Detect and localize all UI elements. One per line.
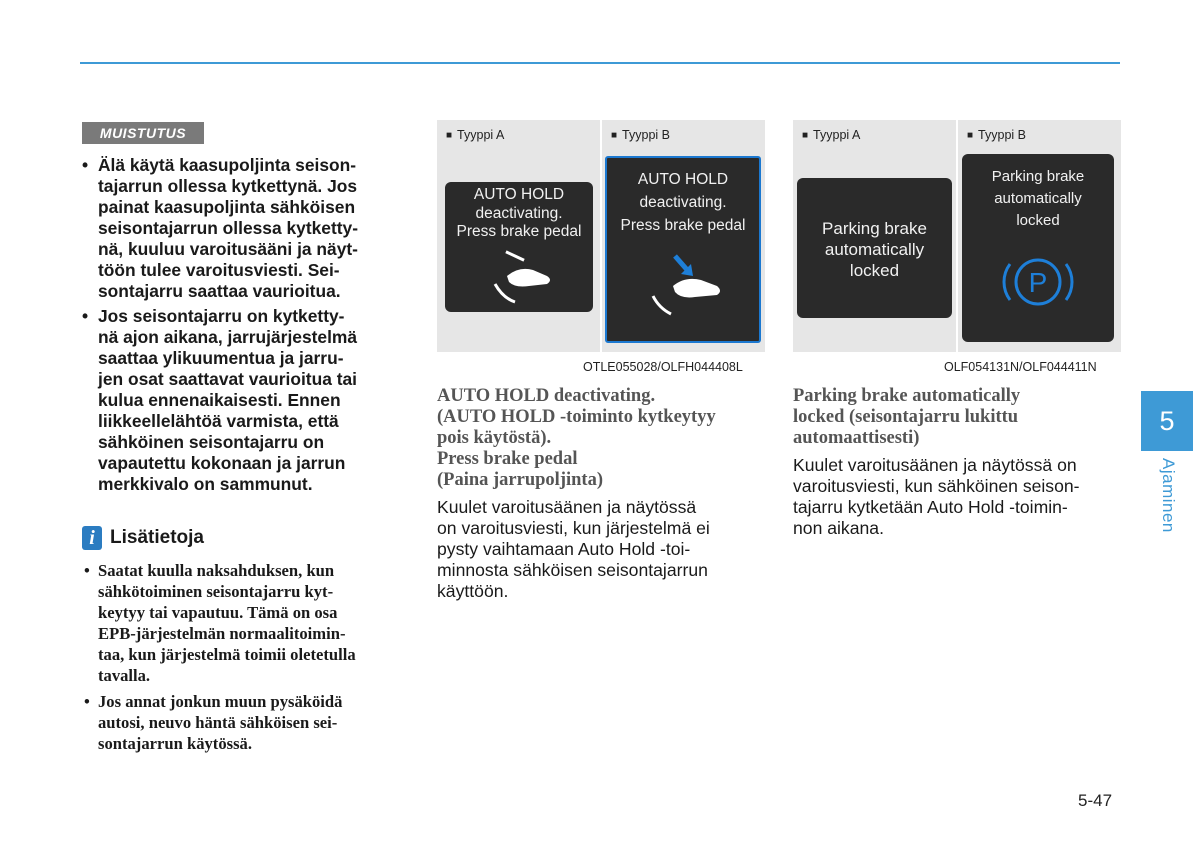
info-title: Lisätietoja <box>110 527 204 548</box>
cluster-display <box>962 154 1114 342</box>
figure-panel-type-b <box>602 120 765 352</box>
foot-on-pedal-icon <box>645 250 729 320</box>
info-item: • Saatat kuulla naksahduksen, kun sähkötoiminen seisontajarru kyt- keytyy tai vapautuu. Tämä on osa EPB-järjestelmän normaalitoimin- taa, kun järjestelmä toimii oletetulla tavalla. <box>82 560 408 686</box>
type-label: ■ Tyyppi B <box>611 128 670 142</box>
warning-list <box>82 155 408 499</box>
figure-panel-type-b <box>958 120 1121 352</box>
figure-auto-hold <box>437 120 765 352</box>
figure-panel-type-a <box>793 120 956 352</box>
cluster-display <box>445 182 593 312</box>
caption-title: Parking brake automatically locked (seisontajarru lukittu automaattisesti) <box>793 386 1021 448</box>
figure-code: OTLE055028/OLFH044408L <box>583 360 743 374</box>
caption-body: Kuulet varoitusäänen ja näytössä on varoitusviesti, kun järjestelmä ei pysty vaihtamaan Auto Hold -toi- minnosta sähköisen seisontajarrun käyttöön. <box>437 497 710 601</box>
type-label: ■ Tyyppi A <box>446 128 505 142</box>
info-list <box>82 560 408 759</box>
display-message: Parking brake automatically locked <box>822 219 927 280</box>
warning-item: • Älä käytä kaasupoljinta seison- tajarrun ollessa kytkettynä. Jos painat kaasupoljinta sähköisen seisontajarrun ollessa kytketty- nä, kuuluu varoitusääni ja näyt- töön tulee varoitusviesti. Sei- sontajarru saattaa vaurioitua. <box>82 155 408 302</box>
type-label: ■ Tyyppi B <box>967 128 1026 142</box>
caption-title: AUTO HOLD deactivating. (AUTO HOLD -toiminto kytkeytyy pois käytöstä). Press brake pedal (Paina jarrupoljinta) <box>437 386 716 490</box>
display-message: Parking brake automatically locked <box>991 168 1085 229</box>
page-number: 5-47 <box>1078 791 1113 810</box>
info-icon: i <box>82 526 102 550</box>
figure-parking-brake <box>793 120 1121 352</box>
svg-text:P: P <box>1028 267 1048 298</box>
display-message: AUTO HOLD deactivating. Press brake pedal <box>620 171 746 234</box>
display-message: AUTO HOLD deactivating. Press brake pedal <box>456 186 582 240</box>
foot-on-pedal-icon <box>485 248 561 308</box>
caption-body: Kuulet varoitusäänen ja näytössä on varoitusviesti, kun sähköinen seison- tajarru kytketään Auto Hold -toimin- non aikana. <box>793 455 1080 538</box>
info-item: • Jos annat jonkun muun pysäköidä autosi, neuvo häntä sähköisen sei- sontajarrun käytössä. <box>82 691 408 754</box>
warning-item: • Jos seisontajarru on kytketty- nä ajon aikana, jarrujärjestelmä saattaa ylikuumentua ja jarru- jen osat saattavat vaurioitua tai kulua ennenaikaisesti. Ennen liikkeellelähtöä varmista, että sähköinen seisontajarru on vapautettu kokonaan ja jarrun merkkivalo on sammunut. <box>82 306 408 495</box>
chapter-tab: 5 <box>1141 391 1193 451</box>
type-label: ■ Tyyppi A <box>802 128 861 142</box>
figure-code: OLF054131N/OLF044411N <box>944 360 1097 374</box>
parking-brake-icon <box>998 250 1078 314</box>
figure-panel-type-a <box>437 120 600 352</box>
cluster-display <box>797 178 952 318</box>
cluster-display <box>605 156 761 343</box>
info-heading <box>82 525 204 551</box>
chapter-label: Ajaminen <box>1159 458 1178 533</box>
header-rule <box>80 62 1120 64</box>
warning-badge: MUISTUTUS <box>82 122 204 144</box>
